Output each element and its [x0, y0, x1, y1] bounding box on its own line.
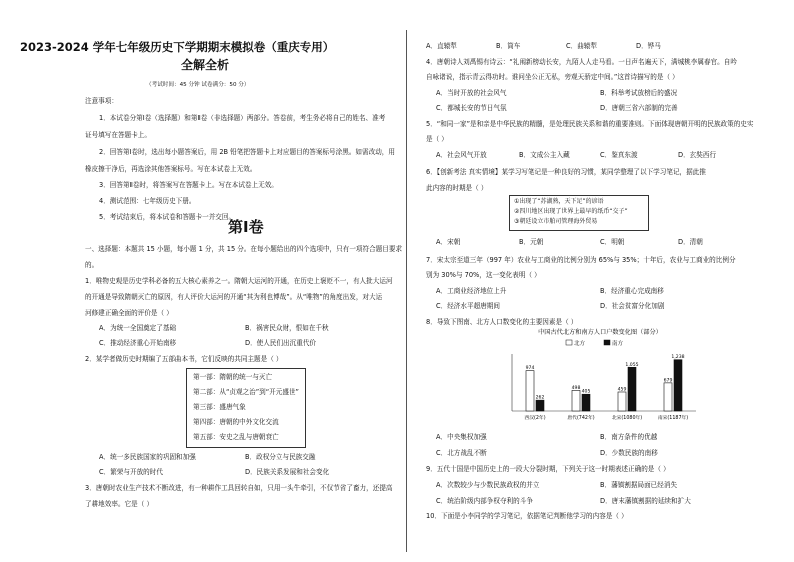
section-title: 第Ⅰ卷 — [228, 218, 264, 236]
q8-option-c[interactable]: C．北方战乱不断 — [436, 449, 487, 457]
bar-value-label: 459 — [617, 387, 627, 393]
q1-stem: 1．唯物史观是历史学科必备的五大核心素养之一。隋朝大运河的开通，在历史上褒贬不一，有人批大运河 — [85, 277, 393, 285]
q5-option-c[interactable]: C．鉴真东渡 — [600, 151, 638, 159]
q7-stem: 7．宋太宗至道三年（997 年）农业与工商业的比例分别为 65%与 35%；十年后，农业与工商业的比例分 — [426, 256, 736, 264]
legend-label: 北方 — [574, 341, 586, 347]
q8-option-b[interactable]: B．南方条件的优越 — [600, 433, 658, 441]
q6-box-line: ②四川地区出现了世界上最早的纸币“交子” — [514, 208, 628, 215]
q4-stem: 自咏诸说，指示青云得功时。谁问坐公正无私，旁观天骄定中间。”这首诗描写的是（ ） — [426, 73, 679, 81]
q1-stem: 河修建正确全面的评价是（ ） — [85, 309, 173, 317]
bar-south — [536, 400, 544, 411]
q2-option-b[interactable]: B．政权分立与民族交融 — [245, 453, 316, 461]
note-line: 橡皮擦干净后，再选涂其他答案标号。写在本试卷上无效。 — [85, 165, 257, 173]
q4-option-a[interactable]: A．当时开放的社会风气 — [436, 89, 507, 97]
q2-box-line: 第三部：盛唐气象 — [193, 403, 246, 411]
bar-south — [582, 394, 590, 411]
x-tick-label: 西汉(2年) — [524, 416, 546, 421]
legend-label: 南方 — [612, 341, 624, 347]
bar-south — [628, 367, 636, 411]
chart-title: 中国古代北方和南方人口户数变化图（部分） — [538, 329, 662, 336]
note-line: 1．本试卷分第Ⅰ卷（选择题）和第Ⅱ卷（非选择题）两部分。答卷前，考生务必将自己的姓名、准考 — [99, 114, 386, 122]
page-subtitle: 全解全析 — [181, 58, 230, 72]
q4-option-d[interactable]: D．唐朝三省六部制的完善 — [600, 104, 678, 112]
q5-option-a[interactable]: A．社会风气开放 — [436, 151, 487, 159]
q9-stem: 9．五代十国是中国历史上的一段大分裂时期，下列关于这一时期表述正确的是（ ） — [426, 465, 670, 473]
q7-stem: 别为 30%与 70%，这一变化表明（ ） — [426, 271, 541, 279]
q2-box-line: 第一部：隋朝的统一与灭亡 — [193, 373, 273, 381]
bar-value-label: 1,238 — [671, 355, 685, 361]
section-intro: 的。 — [85, 261, 99, 269]
x-tick-label: 唐代(742年) — [567, 416, 595, 421]
bar-north — [664, 383, 672, 411]
q1-option-d[interactable]: D．使人民们出沉重代价 — [245, 339, 317, 347]
q9-option-b[interactable]: B．藩镇割据局面已经消失 — [600, 481, 678, 489]
note-line: 3．回答第Ⅱ卷时，将答案写在答题卡上。写在本试卷上无效。 — [99, 181, 278, 189]
q6-option-d[interactable]: D．清朝 — [678, 238, 703, 246]
bar-value-label: 974 — [525, 366, 535, 372]
x-tick-label: 南宋(1187年) — [657, 416, 689, 421]
q3-option-a[interactable]: A．直辕犁 — [426, 42, 457, 50]
population-chart — [500, 326, 700, 426]
q2-box-line: 第四部：唐朝的中外文化交流 — [193, 418, 279, 426]
bar-south — [674, 360, 682, 411]
q8-stem: 8．导致下图南、北方人口数变化的主要因素是（ ） — [426, 318, 578, 326]
q6-box-line: ①出现了“苏湖熟，天下足”的谚语 — [514, 198, 604, 205]
legend-swatch — [566, 340, 572, 345]
bar-north — [572, 390, 580, 411]
q6-option-a[interactable]: A．宋朝 — [436, 238, 461, 246]
q5-stem: 是（ ） — [426, 135, 448, 143]
q6-option-c[interactable]: C．明朝 — [600, 238, 625, 246]
q4-option-c[interactable]: C．都城长安的节日气氛 — [436, 104, 507, 112]
q5-option-b[interactable]: B．文成公主入藏 — [519, 151, 570, 159]
q2-box-line: 第二部：从“贞观之治”到“开元盛世” — [193, 388, 299, 396]
column-divider — [406, 30, 407, 552]
right-column — [412, 0, 794, 562]
q7-option-b[interactable]: B．经济重心完成南移 — [600, 287, 664, 295]
q3-option-b[interactable]: B．筒车 — [496, 42, 521, 50]
bar-north — [618, 392, 626, 411]
q4-stem: 4．唐朝诗人刘禹锡有诗云：“礼闱新榜动长安，九陌人人走马看。一日声名遍天下，满城桃李属春官。自吟 — [426, 58, 737, 66]
section-intro: 一、选择题：本题共 15 小题，每小题 1 分，共 15 分。在每小题给出的四个选项中，只有一项符合题目要求 — [85, 245, 403, 253]
page-title: 2023-2024 学年七年级历史下学期期末模拟卷（重庆专用） — [20, 40, 335, 54]
q2-box-line: 第五部：安史之乱与唐朝衰亡 — [193, 433, 279, 441]
note-line: 4．测试范围：七年级历史下册。 — [99, 197, 196, 205]
bar-value-label: 679 — [663, 378, 673, 384]
note-line: 证号填写在答题卡上。 — [85, 131, 151, 139]
q6-box-line: ③朝廷设立市舶司管理海外贸易 — [514, 218, 598, 225]
x-tick-label: 北宋(1080年) — [611, 416, 643, 421]
q2-option-d[interactable]: D．民族关系发展和社会变化 — [245, 468, 330, 476]
q2-option-a[interactable]: A．统一多民族国家的巩固和加强 — [99, 453, 196, 461]
legend-swatch — [604, 340, 610, 345]
q2-stem: 2．某学者做历史时期编了五部曲本书，它们反映的共同主题是（ ） — [85, 355, 283, 363]
q6-option-b[interactable]: B．元朝 — [519, 238, 544, 246]
q7-option-c[interactable]: C．经济水平超唐期间 — [436, 302, 500, 310]
q9-option-d[interactable]: D．唐末藩镇割据的延续和扩大 — [600, 497, 691, 505]
q7-option-a[interactable]: A．工商业经济地位上升 — [436, 287, 507, 295]
note-line: 5．考试结束后，将本试卷和答题卡一并交回。 — [99, 213, 236, 221]
bar-value-label: 498 — [571, 385, 581, 391]
q4-option-b[interactable]: B．科举考试放榜后的盛况 — [600, 89, 678, 97]
q6-stem: 此内容的时期是（ ） — [426, 184, 488, 192]
bar-value-label: 1,055 — [625, 362, 639, 368]
q5-option-d[interactable]: D．玄奘西行 — [678, 151, 717, 159]
q8-option-a[interactable]: A．中央集权加强 — [436, 433, 487, 441]
q9-option-a[interactable]: A．次数较少与少数民族政权的并立 — [436, 481, 540, 489]
q1-option-a[interactable]: A．为统一全国奠定了基础 — [99, 324, 177, 332]
q2-option-c[interactable]: C．繁荣与开放的时代 — [99, 468, 163, 476]
q3-stem: 3．唐朝时农业生产技术不断改进，有一种耕作工具回转自如，只用一头牛牵引，不仅节省了畜力，还提高 — [85, 484, 393, 492]
bar-value-label: 405 — [581, 389, 591, 395]
bar-value-label: 262 — [535, 395, 545, 401]
q1-option-b[interactable]: B．祸害民众财，恨如在千秋 — [245, 324, 329, 332]
notes-heading: 注意事项： — [85, 97, 118, 105]
q7-option-d[interactable]: D．社会贫富分化加剧 — [600, 302, 665, 310]
q6-note-box — [509, 195, 649, 231]
q3-option-c[interactable]: C．曲辕犁 — [566, 42, 597, 50]
q3-option-d[interactable]: D．铧马 — [636, 42, 661, 50]
q8-option-d[interactable]: D．少数民族的南移 — [600, 449, 658, 457]
bar-north — [526, 371, 534, 411]
q6-stem: 6．【创新考法 真实情境】某学习写笔记是一种良好的习惯，某同学整理了以下学习笔记，据此推 — [426, 168, 706, 176]
q1-stem: 的开通是导致隋朝灭亡的原因，有人评价大运河的开通“其为利也博哉”。从“唯物”的角度出发，对大运 — [85, 293, 383, 301]
exam-meta: （考试时间：45 分钟 试卷满分：50 分） — [146, 82, 250, 88]
q5-stem: 5．“和同一家”是和亲是中华民族的精髓，是处理民族关系和谐的重要准则。下面体现唐朝开明的民族政策的史实 — [426, 120, 754, 128]
note-line: 2．回答第Ⅰ卷时，选出每小题答案后，用 2B 铅笔把答题卡上对应题目的答案标号涂黑。如需改动，用 — [99, 148, 395, 156]
q9-option-c[interactable]: C．统治阶级内部争权夺利的斗争 — [436, 497, 533, 505]
q10-stem: 10．下面是小李同学的学习笔记，依据笔记判断他学习的内容是（ ） — [426, 512, 628, 520]
q1-option-c[interactable]: C．推动经济重心开始南移 — [99, 339, 177, 347]
q2-content-box — [186, 368, 306, 448]
q3-stem: 了耕地效率。它是（ ） — [85, 500, 154, 508]
